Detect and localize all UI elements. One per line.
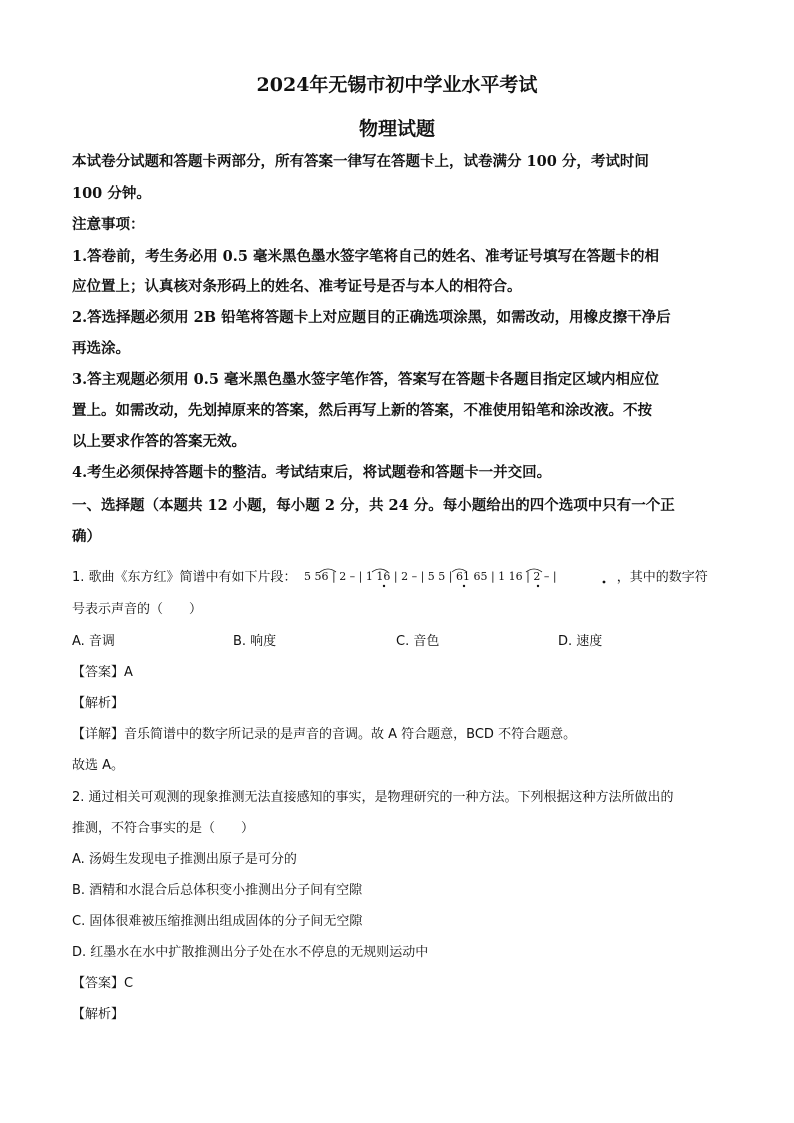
question-1-option-c: C. 音色 xyxy=(396,634,440,649)
question-2-analysis-label: 【解析】 xyxy=(72,1007,125,1022)
end-dot xyxy=(602,580,605,583)
low-octave-dot-1 xyxy=(382,584,384,586)
jianpu-notation-figure xyxy=(304,567,614,589)
note-4: 4.考生必须保持答题卡的整洁。考试结束后，将试题卷和答题卡一并交回。 xyxy=(72,464,552,481)
question-1-stem xyxy=(72,566,722,589)
note-1-line-2: 应位置上；认真核对条形码上的姓名、准考证号是否与本人的相符合。 xyxy=(72,278,522,295)
question-1-conclusion: 故选 A。 xyxy=(72,758,125,773)
low-octave-dot-3 xyxy=(536,584,538,586)
question-1-analysis-label: 【解析】 xyxy=(72,696,125,711)
question-1-stem-line-2: 号表示声音的（ ） xyxy=(72,602,203,617)
question-2-stem-line-1: 2. 通过相关可观测的现象推测无法直接感知的事实，是物理研究的一种方法。下列根据这种方法所做出的 xyxy=(72,790,674,805)
jianpu-notation-text: 5 56 | 2 – | 1 16 | 2 – | 5 5 | 61 65 | 1 16 | 2 – | xyxy=(303,569,557,583)
question-1-answer: 【答案】A xyxy=(72,665,133,680)
notes-heading: 注意事项： xyxy=(72,216,145,233)
intro-line-1: 本试卷分试题和答题卡两部分，所有答案一律写在答题卡上，试卷满分 100 分，考试时间 xyxy=(72,153,649,170)
question-1-option-b: B. 响度 xyxy=(233,634,277,649)
question-2-option-d: D. 红墨水在水中扩散推测出分子处在水不停息的无规则运动中 xyxy=(72,945,429,960)
note-1-line-1: 1.答卷前，考生务必用 0.5 毫米黑色墨水签字笔将自己的姓名、准考证号填写在答题卡的相 xyxy=(72,248,659,265)
question-2-option-c: C. 固体很难被压缩推测出组成固体的分子间无空隙 xyxy=(72,914,363,929)
question-2-option-b: B. 酒精和水混合后总体积变小推测出分子间有空隙 xyxy=(72,883,363,898)
question-1-stem-a: 1. 歌曲《东方红》简谱中有如下片段： xyxy=(72,570,297,585)
question-1-option-a: A. 音调 xyxy=(72,634,115,649)
exam-title: 2024年无锡市初中学业水平考试 xyxy=(256,74,538,96)
question-2-stem-line-2: 推测，不符合事实的是（ ） xyxy=(72,821,255,836)
exam-subtitle: 物理试题 xyxy=(358,118,435,140)
question-2-answer: 【答案】C xyxy=(72,976,134,991)
note-3-line-1: 3.答主观题必须用 0.5 毫米黑色墨水签字笔作答，答案写在答题卡各题目指定区域内相应位 xyxy=(72,371,659,388)
note-3-line-3: 以上要求作答的答案无效。 xyxy=(72,433,246,450)
question-1-detail: 【详解】音乐简谱中的数字所记录的是声音的音调。故 A 符合题意，BCD 不符合题意。 xyxy=(72,727,577,742)
question-2-option-a: A. 汤姆生发现电子推测出原子是可分的 xyxy=(72,852,297,867)
note-2-line-2: 再选涂。 xyxy=(72,340,130,357)
note-2-line-1: 2.答选择题必须用 2B 铅笔将答题卡上对应题目的正确选项涂黑，如需改动，用橡皮擦干净后 xyxy=(72,309,671,326)
intro-line-2: 100 分钟。 xyxy=(72,185,151,202)
section-1-heading-line-1: 一、选择题（本题共 12 小题，每小题 2 分，共 24 分。每小题给出的四个选项中只有一个正 xyxy=(72,497,675,514)
section-1-heading-line-2: 确） xyxy=(72,528,101,545)
question-1-stem-b: ，其中的数字符 xyxy=(616,570,708,585)
note-3-line-2: 置上。如需改动，先划掉原来的答案，然后再写上新的答案，不准使用铅笔和涂改液。不按 xyxy=(72,402,652,419)
question-1-option-d: D. 速度 xyxy=(558,634,603,649)
low-octave-dot-2 xyxy=(462,584,464,586)
